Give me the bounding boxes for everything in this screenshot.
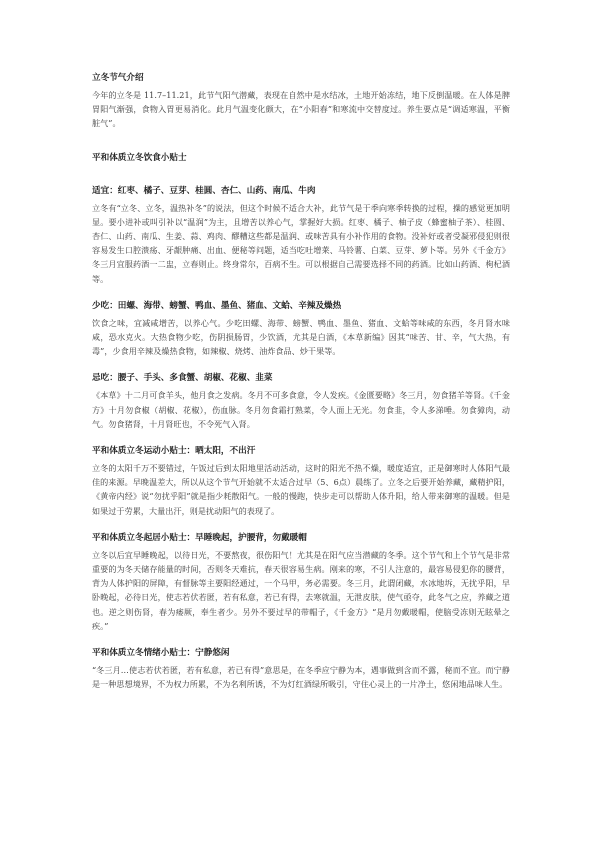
- section-eat-less: [92, 300, 510, 359]
- heading-suitable: 适宜：红枣、橘子、豆芽、桂圆、杏仁、山药、南瓜、牛肉: [92, 185, 316, 196]
- section-daily-life: [92, 532, 510, 633]
- heading-exercise: 平和体质立冬运动小贴士：晒太阳，不出汗: [92, 446, 256, 457]
- section-avoid: [92, 372, 510, 431]
- heading-daily-life: 平和体质立冬起居小贴士：早睡晚起，护腰背，勿戴暖帽: [92, 532, 307, 543]
- section-emotion: [92, 647, 510, 691]
- para-avoid: 《本草》十二月可食羊头，他月食之发病。冬月不可多食意，令人发疾。《金匮要略》冬三月，勿食猪羊等肾。《千金方》十月勿食椒（胡椒、花椒），伤血脉。冬月勿食霜打熟菜，令人面上无光。勿食韭，令人多涕唾。勿食獐肉，动气。勿食猪肾，十月肾旺也，不令死气入肾。: [92, 390, 510, 429]
- para-daily-life: 立冬以后宜早睡晚起，以待日光，不要熬夜，很伤阳气！尤其是在阳气应当潜藏的冬季。这个节气和上个节气是非常重要的为冬天储存能量的时间，否则冬天难抗，春天很容易生病。刚来的寒，不引人注意的，最容易侵犯你的腰背，背为人体护阳的屏障，有督脉等主要阳经通过，一个马甲，务必需要。冬三月，此谓闭藏，水冰地坼，无扰乎阳，早卧晚起，必待日光，使志若伏若匿，若有私意，若已有得，去寒就温，无泄皮肤，使气亟夺，此冬气之应，养藏之道也。逆之则伤肾，春为痿厥，奉生者少。另外不要过早的带帽子，《千金方》“是月勿戴暖帽，使脑受冻则无眩晕之疾。”: [92, 549, 510, 631]
- section-diet-tips: [92, 152, 510, 164]
- section-intro: [92, 72, 510, 131]
- document-page: [92, 72, 510, 691]
- heading-intro: 立冬节气介绍: [92, 73, 144, 83]
- para-emotion: “冬三月…使志若伏若匿，若有私意，若已有得”意思是，在冬季应宁静为本，遇事做到含而不露，秘而不宣。而宁静是一种思想境界，不为权力所累，不为名利所诱，不为灯红酒绿所吸引，守住心灵上的一片净土，悠闲地品味人生。: [92, 665, 510, 690]
- heading-avoid: 忌吃：腰子、手头、多食蟹、胡椒、花椒、韭菜: [92, 373, 273, 384]
- section-suitable: [92, 185, 510, 286]
- para-suitable: 立冬有“立冬、立冬，温热补冬”的说法，但这个时候不适合大补，此节气是于季向寒季转换的过程，操的感觉更加明显。要小进补或叫引补以“温润”为主，且增苦以养心气，掌握好大损。红枣、橘子、柚子皮（蜂蜜柚子茶）、桂圆、杏仁、山药、南瓜、生姜、蒜、鸡肉、醪糟这些都是温润、或味苦具有小补作用的食物。没补好或者受凝邪侵犯则很容易发生口腔溃疡、牙龈肿痛、出血、便秘等问题，适当吃吐增莱、马铃薯、白菜、豆芽、萝卜等。另外《千金方》冬三月宜服药酒一二盅，立春则止。终身常尔，百病不生。可以根据自己需要选择不同的药酒。比如山药酒、枸杞酒等。: [92, 202, 510, 284]
- heading-diet-tips: 平和体质立冬饮食小贴士: [92, 152, 187, 163]
- para-exercise: 立冬的太阳千万不要错过，午饭过后到太阳地里活动活动，这时的阳光不热不燥，暖度适宜，正是御寒时人体阳气最佳的来源。早晚温差大，所以从这个节气开始就不太适合过早（5、6点）晨练了。立冬之后要开始养藏，藏精护阳，《黄帝内经》说“勿扰乎阳”就是指少耗散阳气。一般的慢跑，快步走可以帮助人体升阳，给人带来御寒的温暖。但是如果过于劳累，大量出汗，则是扰动阳气的表现了。: [92, 463, 510, 516]
- section-exercise: [92, 445, 510, 518]
- heading-eat-less: 少吃：田螺、海带、螃蟹、鸭血、墨鱼、猪血、文蛤、辛辣及燥热: [92, 300, 342, 311]
- para-eat-less: 饮食之味，宜减咸增苦，以养心气。少吃田螺、海带、螃蟹、鸭血、墨鱼、猪血、文蛤等味咸的东西，冬月肾水味咸，恐水克火。大热食物少吃，伤阴损肠胃，少饮酒，尤其是白酒，《本草新编》因其“味苦、甘、辛，气大热，有毒”，少食用辛辣及燥热食物，如辣椒、烧烤、油炸食品、炒干果等。: [92, 317, 510, 357]
- para-intro: 今年的立冬是 11.7–11.21，此节气阳气潜藏，表现在自然中是水结冰，土地开始冻结，地下反倒温暖。在人体是脾胃阳气渐强，食物入胃更易消化。此月气温变化颇大，在“小阳春”和寒流中交替度过。养生要点是“调适寒温，平衡脏气”。: [92, 90, 510, 129]
- heading-emotion: 平和体质立冬情绪小贴士：宁静悠闲: [92, 648, 230, 659]
